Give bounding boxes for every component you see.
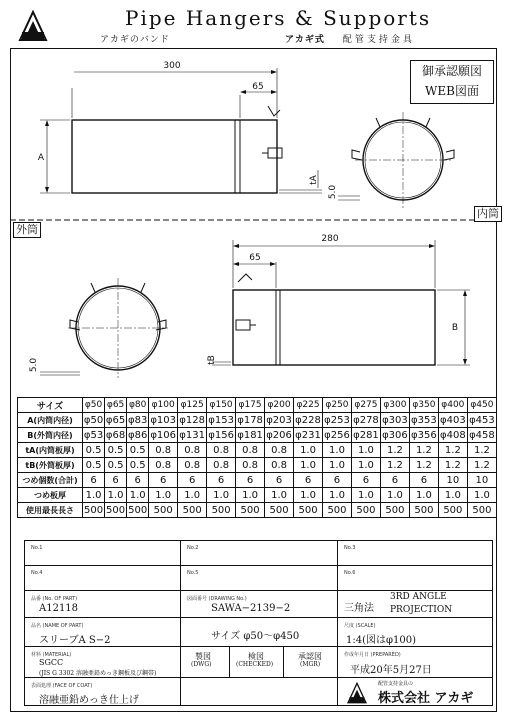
company-tagline: 配管支持金具の	[378, 681, 414, 687]
spec-cell: φ106	[150, 429, 177, 441]
spec-cell: φ350	[409, 398, 438, 413]
material-cell: 材料 (MATERIAL) SGCC (JIS G 3302 溶融亜鉛めっき鋼板及び鋼帯)	[24, 646, 181, 678]
dim-gap-inner: 5.0	[328, 184, 338, 200]
dim-65-inner: 65	[252, 82, 264, 92]
spec-cell: 1.0	[438, 488, 467, 503]
spec-cell: 500	[380, 503, 409, 518]
spec-cell: 6	[127, 473, 149, 488]
revision-cell-6: No.6	[337, 565, 493, 591]
spec-cell: 1.0	[294, 488, 323, 503]
revision-cell-3: No.3	[337, 540, 493, 566]
spec-cell: 0.5	[83, 458, 105, 473]
spec-cell: φ303	[382, 414, 408, 426]
outer-sleeve-body	[233, 290, 435, 365]
spec-cell: 500	[149, 503, 178, 518]
spec-cell: 1.0	[236, 488, 265, 503]
subtitle-left: アカギのバンド	[100, 35, 170, 45]
spec-cell: 1.2	[467, 443, 496, 458]
spec-cell: 1.2	[409, 443, 438, 458]
stamp-line-1: 御承認願図	[421, 64, 482, 78]
spec-cell: φ231	[295, 429, 321, 441]
spec-cell: 10	[467, 473, 496, 488]
checked-cell: 検図 (CHECKED)	[229, 646, 284, 678]
spec-cell: 6	[207, 473, 236, 488]
scale-cell: 尺度 (SCALE) 1:4(図はφ100)	[337, 617, 493, 647]
claw-top-outer	[238, 274, 252, 282]
spec-cell: φ50	[83, 398, 105, 413]
spec-cell: 0.8	[149, 458, 178, 473]
drawing-number-cell: 図面番号 (DRAWING No.) SAWA−2139−2	[180, 590, 338, 618]
spec-cell: φ225	[294, 398, 323, 413]
spec-cell: 0.8	[178, 458, 207, 473]
size-range-cell: サイズ φ50〜φ450	[180, 617, 338, 647]
spec-cell: φ353	[411, 414, 437, 426]
spec-cell: φ86	[127, 429, 148, 441]
spec-cell: 0.5	[127, 458, 149, 473]
spec-cell: 0.8	[265, 458, 294, 473]
spec-cell: 10	[438, 473, 467, 488]
revision-cell-2: No.2	[180, 540, 338, 566]
blank-cell	[180, 677, 338, 706]
spec-cell: 6	[149, 473, 178, 488]
spec-cell: φ253	[324, 414, 350, 426]
spec-row	[18, 488, 497, 503]
subtitle-brand: アカギ式	[285, 35, 325, 45]
spec-cell: φ300	[380, 398, 409, 413]
spec-table	[17, 397, 497, 518]
spec-row	[18, 413, 497, 428]
dim-280: 280	[321, 234, 339, 244]
spec-cell: 1.2	[380, 458, 409, 473]
spec-cell: φ68	[105, 429, 126, 441]
spec-cell: 1.0	[323, 443, 352, 458]
spec-cell: 500	[236, 503, 265, 518]
spec-cell: φ453	[469, 414, 495, 426]
dim-tb: tB	[207, 355, 217, 365]
spec-cell: φ281	[353, 429, 379, 441]
spec-cell: 500	[128, 504, 148, 516]
spec-cell: 1.0	[83, 488, 105, 503]
spec-cell: 500	[106, 504, 126, 516]
spec-cell: φ408	[440, 429, 466, 441]
spec-cell: 0.5	[105, 458, 127, 473]
spec-cell: φ181	[237, 429, 263, 441]
spec-cell: φ50	[83, 414, 104, 426]
spec-cell: φ100	[149, 398, 178, 413]
spec-cell: φ203	[266, 414, 292, 426]
spec-row	[18, 503, 497, 518]
spec-cell: 500	[294, 503, 323, 518]
spec-cell: 1.2	[467, 458, 496, 473]
spec-cell: φ206	[266, 429, 292, 441]
part-name-cell: 品名 (NAME OF PART) スリーブA S−2	[24, 617, 181, 647]
spec-cell: φ400	[438, 398, 467, 413]
dim-ta: tA	[309, 175, 319, 185]
dim-300: 300	[163, 61, 181, 71]
spec-cell: 1.0	[380, 488, 409, 503]
spec-cell: φ458	[469, 429, 495, 441]
spec-row	[18, 443, 497, 458]
spec-cell: φ128	[179, 414, 205, 426]
spec-cell: 1.0	[323, 488, 352, 503]
spec-cell: φ178	[237, 414, 263, 426]
spec-cell: 0.8	[265, 443, 294, 458]
revision-cell-5: No.5	[180, 565, 338, 591]
spec-cell: 6	[351, 473, 380, 488]
spec-cell: 0.8	[236, 458, 265, 473]
spec-cell: φ103	[150, 414, 177, 426]
inner-sleeve-body	[72, 120, 277, 193]
spec-row	[18, 428, 497, 443]
spec-cell: 1.2	[380, 443, 409, 458]
spec-cell: 500	[178, 503, 207, 518]
spec-cell: φ131	[179, 429, 205, 441]
spec-cell: 6	[83, 473, 105, 488]
spec-cell: φ83	[127, 414, 148, 426]
spec-cell: φ306	[382, 429, 408, 441]
company-cell	[337, 677, 493, 706]
spec-cell: 0.5	[83, 443, 105, 458]
spec-cell: 1.0	[351, 458, 380, 473]
finish-cell: 表面処理 (FACE OF COAT) 溶融亜鉛めっき仕上げ	[24, 677, 181, 706]
approved-cell: 承認図 (MGR)	[283, 646, 338, 678]
spec-cell: 6	[105, 473, 127, 488]
company-name: 株式会社 アカギ	[378, 691, 474, 706]
spec-cell: φ250	[323, 398, 352, 413]
spec-row-label: つめ板厚	[18, 488, 83, 503]
spec-cell: 6	[236, 473, 265, 488]
spec-cell: 500	[265, 503, 294, 518]
spec-cell: φ200	[265, 398, 294, 413]
claw-bolt	[268, 148, 282, 158]
spec-cell: φ53	[83, 429, 104, 441]
spec-row	[18, 458, 497, 473]
spec-cell: 0.8	[207, 458, 236, 473]
spec-cell: 1.0	[105, 488, 127, 503]
spec-row-label: tB(外筒板厚)	[18, 458, 83, 473]
spec-cell: 1.0	[323, 458, 352, 473]
spec-cell: 1.0	[351, 443, 380, 458]
spec-cell: 500	[409, 503, 438, 518]
spec-cell: 500	[83, 504, 104, 516]
spec-cell: 6	[409, 473, 438, 488]
spec-cell: 1.0	[207, 488, 236, 503]
spec-cell: 1.0	[467, 488, 496, 503]
spec-cell: 0.8	[236, 443, 265, 458]
spec-cell: φ275	[351, 398, 380, 413]
revision-cell-1: No.1	[24, 540, 181, 566]
spec-cell: φ65	[105, 414, 126, 426]
company-logo-small	[346, 682, 368, 704]
spec-cell: 6	[265, 473, 294, 488]
spec-cell: 1.2	[438, 458, 467, 473]
spec-cell: 1.0	[294, 443, 323, 458]
drawn-cell: 製図 (DWG)	[180, 646, 230, 678]
claw-top	[268, 106, 280, 116]
date-cell: 作成年月日 (PREPARED) 平成20年5月27日	[337, 646, 493, 678]
spec-cell: 500	[467, 503, 496, 518]
spec-cell: φ256	[324, 429, 350, 441]
spec-row-label: A(内筒内径)	[18, 413, 83, 428]
spec-cell: 1.0	[351, 488, 380, 503]
spec-row-label: サイズ	[18, 398, 83, 413]
spec-cell: 500	[351, 503, 380, 518]
dim-65-outer: 65	[249, 253, 261, 263]
part-number-cell: 品番 (No. OF PART) A12118	[24, 590, 181, 618]
spec-cell: φ80	[127, 398, 149, 413]
dim-a: A	[37, 153, 44, 163]
dim-gap-outer: 5.0	[29, 357, 39, 373]
spec-cell: 1.0	[178, 488, 207, 503]
spec-cell: φ150	[207, 398, 236, 413]
spec-cell: φ450	[467, 398, 496, 413]
spec-cell: φ228	[295, 414, 321, 426]
spec-cell: φ156	[208, 429, 234, 441]
stamp-line-2: WEB図面	[425, 84, 479, 98]
spec-cell: 1.2	[438, 443, 467, 458]
spec-cell: 6	[380, 473, 409, 488]
claw-bolt-outer	[236, 320, 250, 330]
spec-cell: 1.0	[409, 488, 438, 503]
spec-cell: 0.8	[178, 443, 207, 458]
page-title: Pipe Hangers & Supports	[125, 6, 432, 30]
spec-cell: φ125	[178, 398, 207, 413]
spec-cell: φ278	[353, 414, 379, 426]
spec-cell: 500	[323, 503, 352, 518]
dim-b: B	[451, 323, 458, 333]
inner-sleeve-tag: 内筒	[474, 206, 502, 222]
spec-row	[18, 473, 497, 488]
outer-sleeve-tag: 外筒	[13, 222, 41, 238]
spec-row-label: tA(内筒板厚)	[18, 443, 83, 458]
revision-cell-4: No.4	[24, 565, 181, 591]
spec-cell: 0.8	[149, 443, 178, 458]
spec-cell: 1.0	[127, 488, 149, 503]
spec-row-label: B(外筒内径)	[18, 428, 83, 443]
spec-cell: 500	[207, 503, 236, 518]
spec-cell: φ65	[105, 398, 127, 413]
spec-cell: φ153	[208, 414, 234, 426]
spec-cell: 6	[323, 473, 352, 488]
spec-row-label: 使用最長長さ	[18, 503, 83, 518]
spec-cell: 1.0	[265, 488, 294, 503]
spec-cell: φ175	[236, 398, 265, 413]
spec-row	[18, 398, 497, 413]
spec-cell: 6	[294, 473, 323, 488]
spec-cell: 1.2	[409, 458, 438, 473]
spec-cell: 1.0	[149, 488, 178, 503]
spec-cell: 0.5	[127, 443, 149, 458]
spec-cell: 0.5	[105, 443, 127, 458]
spec-cell: φ356	[411, 429, 437, 441]
projection-cell: 三角法 3RD ANGLE PROJECTION	[337, 590, 493, 618]
spec-cell: 1.0	[294, 458, 323, 473]
title-block	[24, 540, 493, 706]
spec-cell: 6	[178, 473, 207, 488]
spec-row-label: つめ個数(合計)	[18, 473, 83, 488]
spec-cell: 0.8	[207, 443, 236, 458]
spec-cell: 500	[438, 503, 467, 518]
subtitle-category: 配管支持金具	[342, 35, 415, 45]
spec-cell: φ403	[440, 414, 466, 426]
